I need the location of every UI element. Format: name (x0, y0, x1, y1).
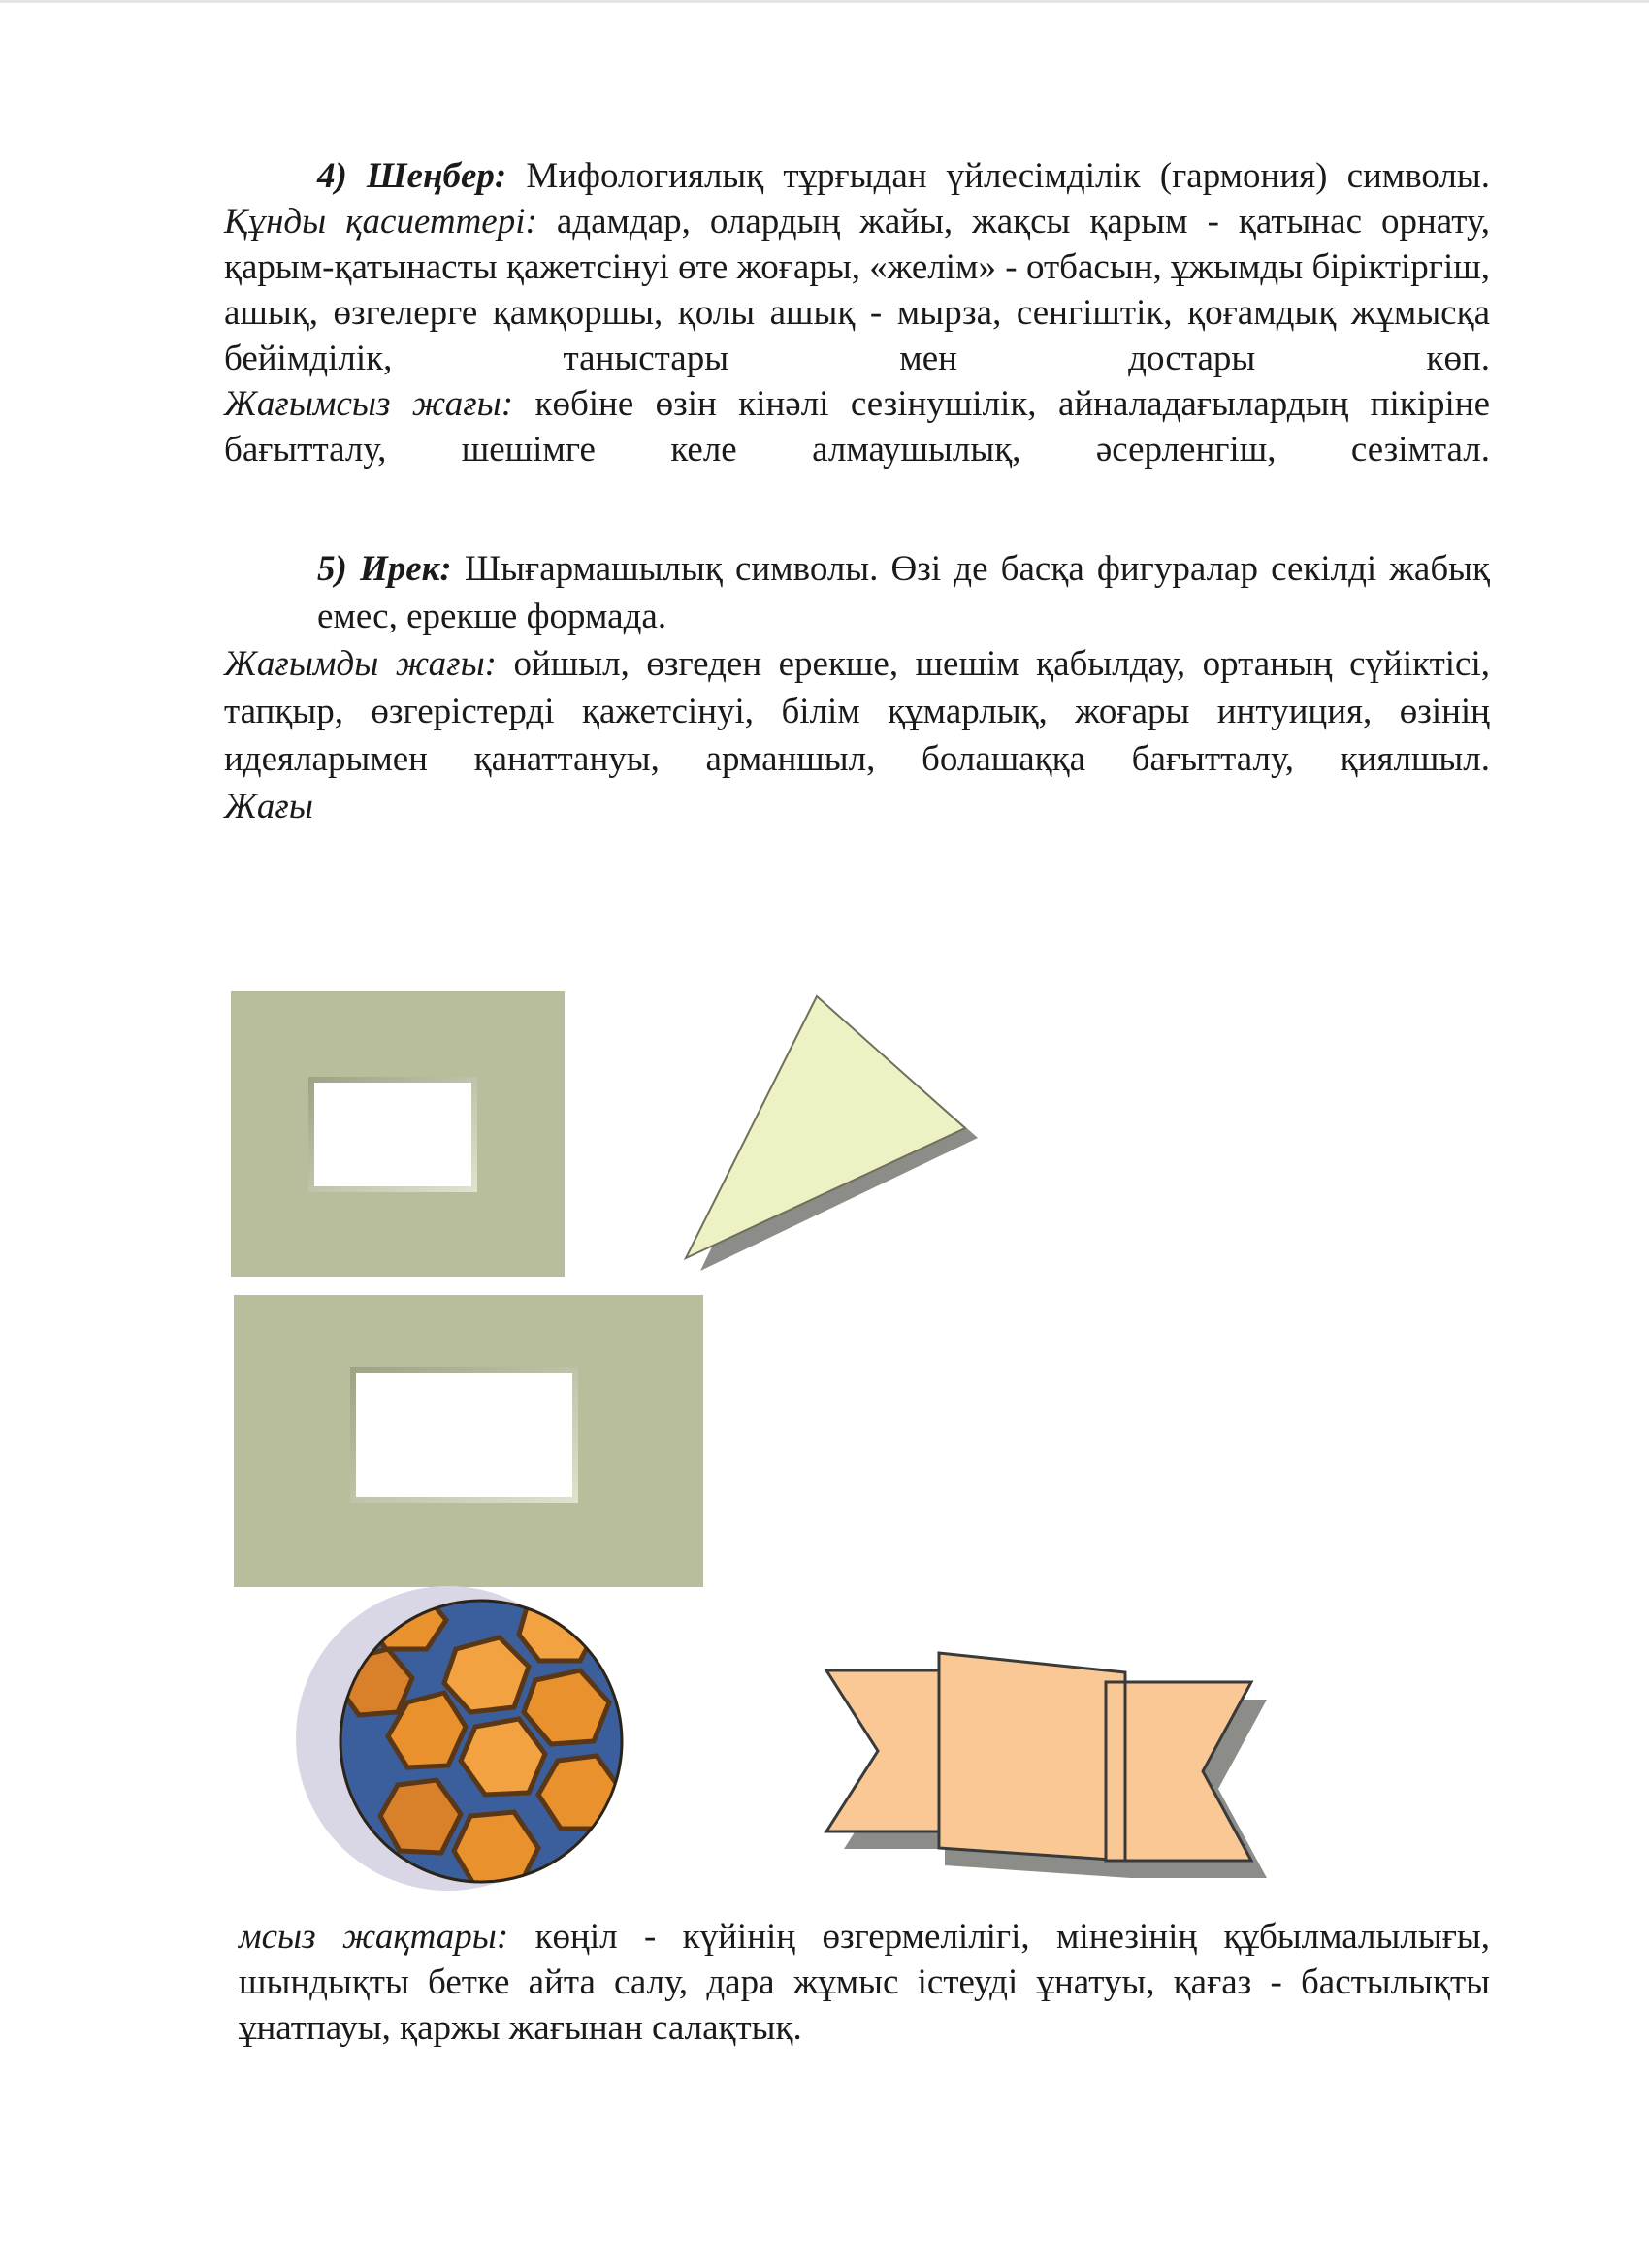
zigzag-ribbon-figure (826, 1653, 1267, 1878)
negative-label-start: Жағы (224, 787, 313, 826)
section-zigzag-intro-text: Шығармашылық символы. Өзі де басқа фигуралар секілді жабық емес, ерекше формада. (317, 549, 1490, 636)
positive-label: Құнды қасиеттері: (224, 202, 537, 242)
ball-figure (296, 1586, 622, 1891)
ribbon-middle-fold (939, 1653, 1125, 1861)
negative-label-end: мсыз жақтары: (239, 1917, 509, 1957)
negative-label: Жағымсыз жағы: (224, 384, 514, 424)
triangle-figure (686, 996, 978, 1271)
ribbon-left-tail (826, 1670, 939, 1831)
positive-label: Жағымды жағы: (224, 644, 497, 684)
ribbon-right-tail (1106, 1682, 1251, 1861)
negative-text: көңіл - күйінің өзгермелілігі, мінезінің құбылмалылығы, шындықты бетке айта салу, дара жұмыс істеуді ұнатуы, қағаз - бастылықты ұнатпауы, қаржы жағынан салақтық. (239, 1917, 1490, 2048)
rectangle-frame-figure (234, 1295, 703, 1587)
section-zigzag-negative (239, 1914, 1490, 2051)
section-zigzag-continuation (239, 1914, 1490, 2051)
section-circle-intro-text: Мифологиялық тұрғыдан үйлесімділік (гармония) символы. (526, 156, 1491, 196)
negative-text: көбіне өзін кінәлі сезінушілік, айналадағылардың пікіріне бағытталу, шешімге келе алмаушылық, әсерленгіш, сезімтал. (224, 384, 1491, 470)
positive-text: ойшыл, өзгеден ерекше, шешім қабылдау, ортаның сүйіктісі, тапқыр, өзгерістерді қажетсінуі, білім құмарлық, жоғары интуиция, өзінің идеяларымен қанаттануы, арманшыл, болашаққа бағытталу, қиялшыл. (224, 644, 1490, 779)
square-frame-figure (231, 991, 565, 1277)
section-circle-heading: 4) Шеңбер: (317, 156, 507, 196)
positive-text: адамдар, олардың жайы, жақсы қарым - қатынас орнату, қарым-қатынасты қажетсінуі өте жоғары, «желім» - отбасын, ұжымды біріктіргіш, ашық, өзгелерге қамқоршы, қолы ашық - мырза, сенгіштік, қоғамдық жұмысқа бейімділік, таныстары мен достары көп. (224, 202, 1490, 378)
section-zigzag-heading: 5) Ирек: (317, 549, 452, 589)
